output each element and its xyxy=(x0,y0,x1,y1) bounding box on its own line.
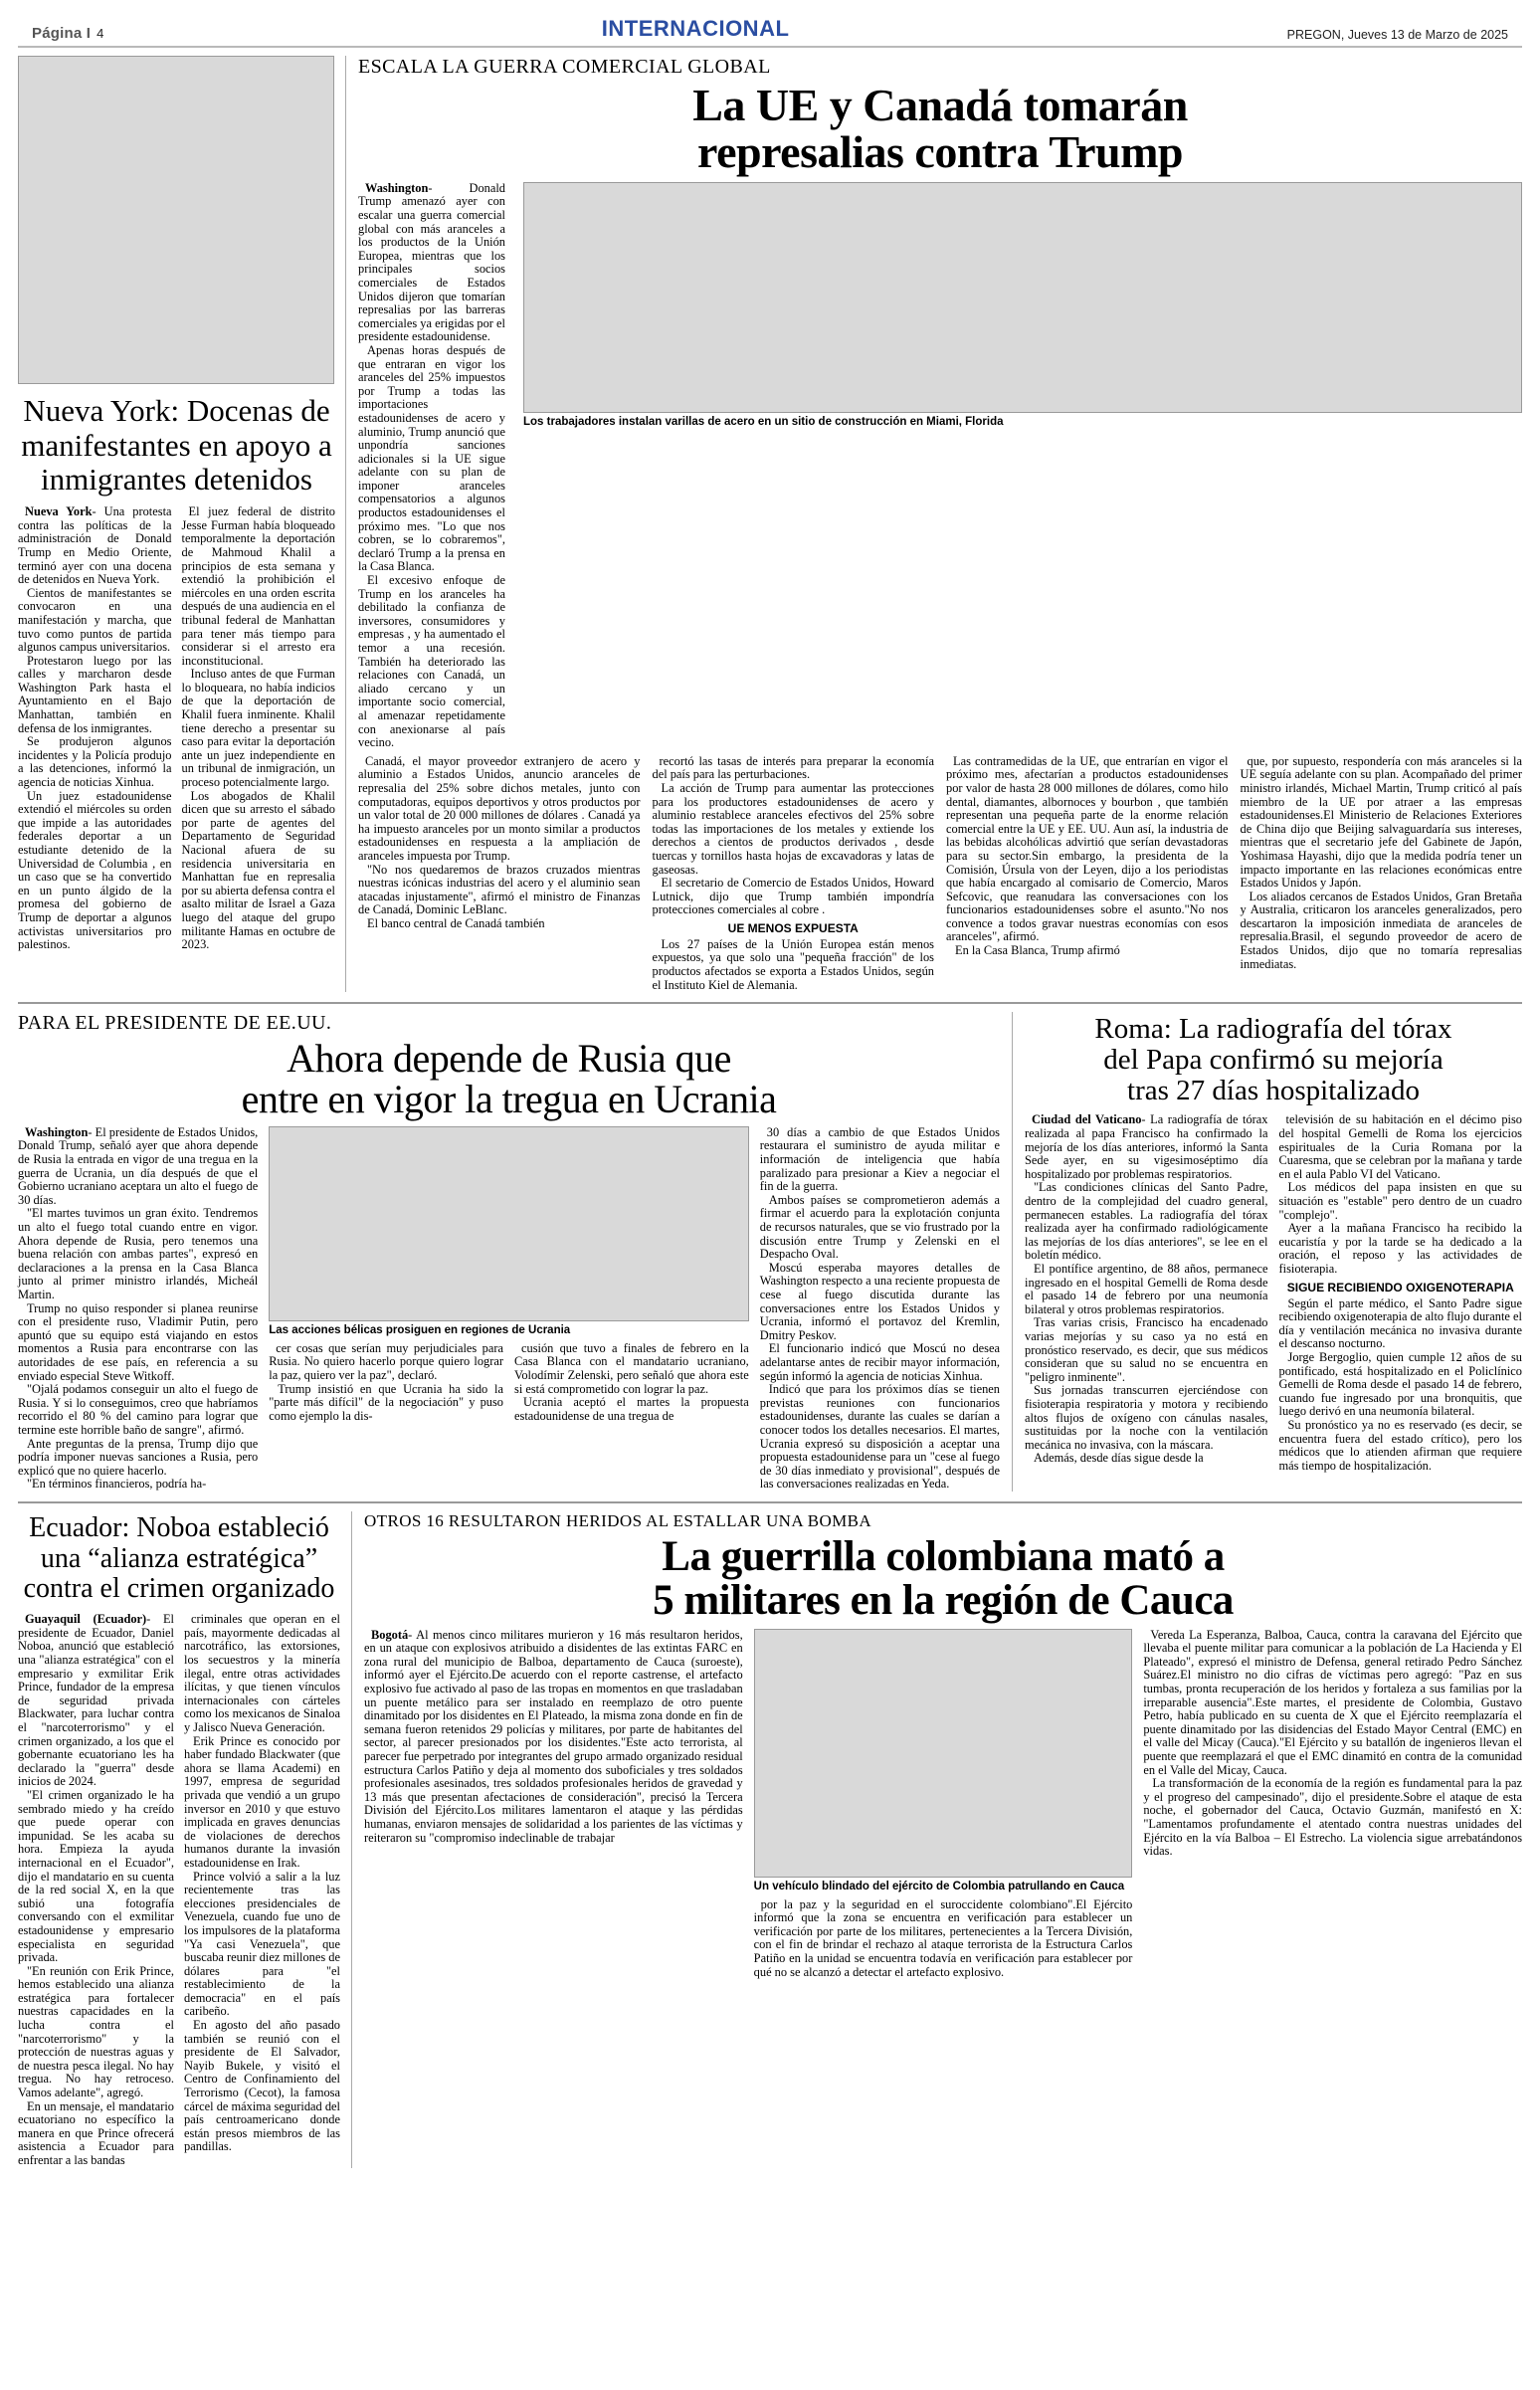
paragraph: 30 días a cambio de que Estados Unidos restaurara el suministro de ayuda militar e información de inteligencia que había paralizado para presionar a Kiev a negociar el fin de la guerra. xyxy=(759,1124,1000,1194)
page-label: Página I xyxy=(32,25,92,42)
paragraph: En un mensaje, el mandatario ecuatoriano no específico la manera en que Prince ofrecerá asistencia a Ecuador para enfrentar a las bandas xyxy=(18,2098,174,2168)
paragraph: Ante preguntas de la prensa, Trump dijo que podría imponer nuevas sanciones a Rusia, pero explicó que no quiere hacerlo. xyxy=(18,1436,259,1478)
ukraine-photo-caption: Las acciones bélicas prosiguen en regiones de Ucrania xyxy=(269,1323,571,1336)
paragraph: Moscú esperaba mayores detalles de Washington respecto a una reciente propuesta de cese al fuego discutida durante las conversaciones entre los Estados Unidos y Ucrania, informó el portavoz del Kremlin, Dmitry Peskov. xyxy=(759,1260,1000,1342)
paragraph: Apenas horas después de que entraran en vigor los aranceles del 25% impuestos por Trump a todas las importaciones estadounidenses de acero y aluminio, Trump anunció que unpondría sanciones adicionales si la UE sigue adelante con su plan de imponer aranceles compensatorios a algunos productos estadounidenses el próximo mes. "Lo que nos cobren, se lo cobraremos", declaró Trump a la prensa en la Casa Blanca. xyxy=(358,342,505,574)
cauca-column-1 xyxy=(364,1629,743,1980)
paragraph: Sus jornadas transcurren ejerciéndose con fisioterapia respiratoria y motora y recibiendo altos flujos de oxígeno con cánulas nasales, sustituidas por la noche con la ventilación mecánica no invasiva, con la máscara. xyxy=(1025,1383,1268,1452)
page-number: 4 xyxy=(96,26,104,41)
pope-headline xyxy=(1025,1014,1522,1105)
paragraph: Ambos países se comprometieron además a firmar el acuerdo para la explotación conjunta de recursos naturales, que se vio frustrado por la discusión entre Trump y Zelenski en el Despacho Oval. xyxy=(759,1192,1000,1262)
ukraine-headline xyxy=(18,1036,1000,1122)
ukraine-photo-and-columns xyxy=(269,1126,749,1492)
paragraph: Su pronóstico ya no es reservado (es decir, se encuentra fuera del estado crítico), pero los médicos que lo atienden afirman que requiere más tiempo de hospitalización. xyxy=(1278,1417,1522,1473)
paragraph: Jorge Bergoglio, quien cumple 12 años de su pontificado, está hospitalizado en el Policlínico Gemelli de Roma desde el pasado 14 de febrero, cuando fue ingresado por una bronquitis, que luego derivó en una neumonía bilateral. xyxy=(1278,1349,1522,1419)
cauca-column-2 xyxy=(754,1898,1133,1980)
ny-column-2 xyxy=(182,505,336,952)
paragraph: que, por supuesto, respondería con más aranceles si la UE seguía adelante con su plan. Acompañado del primer ministro irlandés, Michael Martin, Trump criticó al país miembro de la UE por atraer a las empresas estadounidenses.El Ministerio de Relaciones Exteriores de China dijo que Beijing salvaguardaría sus intereses, mientras que el secretario jefe del Gabinete de Japón, Yoshimasa Hayashi, dijo que la medida podría tener un impacto importante en las relaciones económicas entre Estados Unidos y Japón. xyxy=(1240,753,1522,891)
paragraph: La transformación de la economía de la región es fundamental para la paz y el progreso del campesinado", dijo el presidente.Sobre el ataque de esta noche, el gobernador del Cauca, Octavio Guzmán, manifestó en X: "Lamentamos profundamente el atentado contra nuestras unidades del Ejército en la vía Balboa – El Estrecho. La violencia sigue arrebatándonos vidas. xyxy=(1143,1776,1523,1859)
ny-column-1 xyxy=(18,505,172,952)
paragraph: "En términos financieros, podría ha- xyxy=(27,1477,207,1492)
paragraph: Erik Prince es conocido por haber fundado Blackwater (que ahora se llama Academi) en 1997, empresa de seguridad privada que vendió a un grupo inversor en 2010 y que estuvo implicada en graves denuncias de violaciones de derechos humanos durante la invasión estadounidense en Irak. xyxy=(184,1733,340,1870)
paragraph: cusión que tuvo a finales de febrero en la Casa Blanca con el mandatario ucraniano, Volodímir Zelenski, pero señaló que ahora este si está comprometido con lograr la paz. xyxy=(514,1340,749,1396)
pope-headline-line-3: tras 27 días hospitalizado xyxy=(1127,1074,1420,1106)
paragraph: Un juez estadounidense extendió el miércoles su orden que impide a las autoridades federales deportar a un estudiante detenido de la Universidad de Columbia , en un caso que se ha convertido en un punto álgido de la promesa del gobierno de Trump de deportar a algunos activistas universitarios pro palestinos. xyxy=(18,788,172,952)
paragraph: Además, desde días sigue desde la xyxy=(1034,1451,1204,1466)
pope-column-2 xyxy=(1279,1113,1523,1473)
paragraph: Según el parte médico, el Santo Padre sigue recibiendo oxigenoterapia de alto flujo durante el día y ventilación mecánica no invasiva durante el descanso nocturno. xyxy=(1278,1295,1522,1351)
miami-construction-photo xyxy=(523,182,1522,413)
trade-headline-line-1: La UE y Canadá tomarán xyxy=(692,80,1188,130)
trade-kicker: ESCALA LA GUERRA COMERCIAL GLOBAL xyxy=(358,56,771,78)
paragraph: Los 27 países de la Unión Europea están menos expuestos, ya que solo una "pequeña fracción" de los productos afectados se exporta a Estados Unidos, según el Instituto Kiel de Alemania. xyxy=(652,936,934,992)
cauca-headline-line-1: La guerrilla colombiana mató a xyxy=(662,1532,1225,1580)
cauca-column-3 xyxy=(1143,1629,1522,1980)
trade-headline-line-2: represalias contra Trump xyxy=(696,125,1184,177)
ny-headline: Nueva York: Docenas de manifestantes en apoyo a inmigrantes detenidos xyxy=(21,393,332,498)
ukraine-war-photo xyxy=(269,1126,749,1321)
paragraph: "Las condiciones clínicas del Santo Padre, dentro de la complejidad del cuadro general, permanecen estables. La radiografía del tórax realizada ayer ha confirmado radiológicamente las mejorías de los días anteriores", se lee en el boletín médico. xyxy=(1025,1180,1268,1263)
paragraph: La acción de Trump para aumentar las protecciones para los productores estadounidenses de acero y aluminio restablece aranceles efectivos del 25% sobre todas las importaciones de los metales y extiende los derechos a cientos de productos derivados , desde tuercas y tornillos hasta hojas de excavadoras y latas de gaseosas. xyxy=(652,780,934,877)
ecuador-headline-line-2: una “alianza estratégica” xyxy=(40,1542,318,1574)
trade-column-a xyxy=(358,755,641,993)
paragraph: Washington- El presidente de Estados Unidos, Donald Trump, señaló ayer que ahora depende de Rusia la entrada en vigor de una tregua en la guerra de Ucrania, un día después de que el Gobierno ucraniano aceptara un alto el fuego de 30 días. xyxy=(18,1124,259,1207)
ukraine-column-3 xyxy=(514,1342,749,1424)
paragraph: Nueva York- Una protesta contra las políticas de la administración de Donald Trump en Medio Oriente, terminó ayer con una docena de detenidos en Nueva York. xyxy=(18,504,172,587)
top-block xyxy=(18,50,1522,992)
trade-subhead: UE MENOS EXPUESTA xyxy=(727,920,859,935)
article-ucrania xyxy=(18,1012,1013,1492)
trade-lead-column xyxy=(358,182,515,750)
cauca-kicker: OTROS 16 RESULTARON HERIDOS AL ESTALLAR UNA BOMBA xyxy=(364,1510,872,1530)
paragraph: cer cosas que serían muy perjudiciales para Rusia. No quiero hacerlo porque quiero lograr la paz, quiero ver la paz", declaró. xyxy=(269,1340,503,1383)
trade-column-d xyxy=(1241,755,1523,993)
masthead xyxy=(18,0,1522,46)
ecuador-headline xyxy=(18,1513,340,1605)
article-papa xyxy=(1013,1012,1522,1492)
paragraph: recortó las tasas de interés para preparar la economía del país para las perturbaciones. xyxy=(652,753,934,782)
ukraine-headline-line-2: entre en vigor la tregua en Ucrania xyxy=(241,1077,777,1122)
paragraph: por la paz y la seguridad en el suroccidente colombiano".El Ejército informó que la zona se encuentra en verificación para establecer un verificación por parte de los militares, pertenecientes a la Tercera División, con el fin de brindar el rechazo al ataque terrorista de la Estructura Carlos Patiño en la unidad se encuentra todavía en verificación para establecer por qué no se alcanzó a detectar el artefacto explosivo. xyxy=(753,1896,1133,1979)
paragraph: Trump insistió en que Ucrania ha sido la "parte más difícil" de la negociación" y puso como ejemplo la dis- xyxy=(269,1381,503,1423)
paragraph: El pontífice argentino, de 88 años, permanece ingresado en el hospital Gemelli de Roma desde el pasado 14 de febrero por una neumonía bilateral y otros problemas respiratorios. xyxy=(1025,1261,1268,1316)
pope-headline-line-1: Roma: La radiografía del tórax xyxy=(1094,1013,1452,1046)
ecuador-column-1 xyxy=(18,1613,174,2167)
pope-column-1 xyxy=(1025,1113,1268,1473)
cauca-headline-line-2: 5 militares en la región de Cauca xyxy=(653,1576,1234,1624)
miami-photo-wrap xyxy=(515,182,1522,750)
paragraph: El banco central de Canadá también xyxy=(367,915,545,930)
paragraph: Washington- Donald Trump amenazó ayer con escalar una guerra comercial global con más aranceles a los productos de la Unión Europea, mientras que los principales socios comerciales de Estados Unidos dijeron que tomarían represalias por las barreras comerciales ya erigidas por el presidente estadounidense. xyxy=(358,180,505,344)
paragraph: Vereda La Esperanza, Balboa, Cauca, contra la caravana del Ejército que llevaba el puente militar para comunicar a la población de La Hacienda y El Plateado", expresó el ministro de Defensa, general retirado Pedro Sánchez Suárez.El ministro no dio cifras de víctimas pero agregó: "Paz en sus tumbas, pronta recuperación de los heridos y fortaleza a sus familias por la irreparable ausencia".Este martes, el presidente de Colombia, Gustavo Petro, había publicado en su cuenta de X que el Ejército reemplazaría el puente dinamitado por las disidencias del Estado Mayor Central (EMC) en el valle del Micay (Cauca)."El Ejército y su batallón de ingenieros llevan el puente que reemplazará el que el EMC dinamitó en contra de la comunidad en el Valle del Micay, Cauca. xyxy=(1143,1627,1523,1777)
paragraph: Bogotá- Al menos cinco militares murieron y 16 más resultaron heridos, en un ataque con explosivos atribuido a disidentes de las extintas FARC en zona rural del municipio de Balboa, departamento de Cauca (suroeste), informó ayer el Ejército.De acuerdo con el reporte castrense, el artefacto explosivo fue activado al paso de las tropas en momentos en que trasladaban un puente metálico para ser instalado en reemplazo de otro puente dinamitado por los disidentes en El Plateado, la misma zona donde en fin de semana fueron retenidos 29 policías y militares, por parte de habitantes del sector, al parecer presionados por los disidentes."Este acto terrorista, al parecer fue perpetrado por integrantes del grupo armado organizado residual estructura Carlos Patiño y deja al momento dos suboficiales y tres soldados profesionales asesinados, tres soldados profesionales heridos de gravedad y 13 más que presentan afectaciones de consideración", precisó la Tercera División del Ejército.Los militares lamentaron el ataque y las pérdidas humanas, enviaron mensajes de solidaridad a los parientes de las víctimas y reiteraron su "compromiso indeclinable de trabajar xyxy=(364,1627,743,1845)
ecuador-column-2 xyxy=(184,1613,340,2167)
paragraph: Ucrania aceptó el martes la propuesta estadounidense de una tregua de xyxy=(514,1395,749,1423)
pope-headline-line-2: del Papa confirmó su mejoría xyxy=(1103,1043,1444,1076)
cauca-armored-vehicle-photo xyxy=(754,1629,1133,1878)
paragraph: "En reunión con Erik Prince, hemos establecido una alianza estratégica para fortalecer nuestras capacidades en la lucha contra el "narcoterrorismo" y la protección de nuestras aguas y de nuestra pesca ilegal. No hay tregua. No hay retroceso. Vamos adelante", agregó. xyxy=(18,1963,174,2100)
section-title: INTERNACIONAL xyxy=(601,16,790,41)
paragraph: Se produjeron algunos incidentes y la Policía produjo a las detenciones, informó la agencia de noticias Xinhua. xyxy=(18,734,172,790)
ukraine-column-4 xyxy=(760,1126,1000,1492)
article-ecuador xyxy=(18,1511,352,2168)
page-indicator xyxy=(32,25,104,42)
paragraph: Los abogados de Khalil dicen que su arresto el sábado por parte de agentes del Departamento de Seguridad Nacional afuera de su residencia universitaria en Manhattan fue en represalia por su abierta defensa contra el asalto militar de Israel a Gaza luego del ataque del grupo militante Hamas en octubre de 2023. xyxy=(181,788,335,952)
ukraine-headline-line-1: Ahora depende de Rusia que xyxy=(287,1036,731,1082)
trade-column-c xyxy=(946,755,1229,993)
paragraph: Ciudad del Vaticano- La radiografía de tórax realizada al papa Francisco ha confirmado la mejoría de los días anteriores, informó la Santa Sede ayer, en su vigesimoséptimo día hospitalizado por problemas respiratorios. xyxy=(1025,1112,1268,1181)
bottom-block xyxy=(18,1503,1522,2168)
paragraph: Cientos de manifestantes se convocaron en una manifestación y marcha, que tuvo como puntos de partida algunos campus universitarios. xyxy=(18,585,172,655)
article-nueva-york xyxy=(18,56,346,992)
paragraph: El juez federal de distrito Jesse Furman había bloqueado temporalmente la deportación de Mahmoud Khalil a principios de esta semana y extendió la prohibición el miércoles en una orden escrita después de una audiencia en el tribunal federal de Manhattan para tener más tiempo para considerar si el arresto era inconstitucional. xyxy=(181,504,335,668)
paragraph: Prince volvió a salir a la luz recientemente tras las elecciones presidenciales de Venezuela, cuando fue uno de los impulsores de la plataforma "Ya casi Venezuela", que buscaba reunir diez millones de dólares para "el restablecimiento de la democracia" en el país caribeño. xyxy=(184,1869,340,2019)
paragraph: Guayaquil (Ecuador)- El presidente de Ecuador, Daniel Noboa, anunció que estableció una "alianza estratégica" con el empresario y exmilitar Erik Prince, fundador de la empresa de seguridad privada Blackwater, para luchar contra el "narcoterrorismo" y el crimen organizado, a los que el gobernante ecuatoriano les ha declarado la "guerra" desde inicios de 2024. xyxy=(18,1612,174,1789)
paragraph: Protestaron luego por las calles y marcharon desde Washington Park hasta el Ayuntamiento en el Bajo Manhattan, también en defensa de los inmigrantes. xyxy=(18,653,172,735)
pope-subhead: SIGUE RECIBIENDO OXIGENOTERAPIA xyxy=(1286,1280,1514,1295)
paragraph: El excesivo enfoque de Trump en los aranceles ha debilitado la confianza de inversores, consumidores y empresas , y ha aumentado el temor a una recesión. También ha deteriorado las relaciones con Canadá, un aliado cercano y un importante socio comercial, al amenazar repetidamente con anexionarse al país vecino. xyxy=(358,573,505,750)
paragraph: En la Casa Blanca, Trump afirmó xyxy=(955,943,1120,958)
paragraph: Los aliados cercanos de Estados Unidos, Gran Bretaña y Australia, criticaron los aranceles generalizados, pero descartaron la imposición inmediata de aranceles de represalia.Brasil, el segundo proveedor de acero de Estados Unidos, dijo que no tomaría represalias inmediatas. xyxy=(1240,889,1522,971)
ukraine-column-1 xyxy=(18,1126,258,1492)
paragraph: Tras varias crisis, Francisco ha encadenado varias mejorías y su caso ya no está en pronóstico reservado, es decir, que sus médicos consideran que su salud no se encuentra en "peligro inminente". xyxy=(1025,1315,1268,1384)
ecuador-headline-line-3: contra el crimen organizado xyxy=(23,1573,335,1605)
ukraine-column-2 xyxy=(269,1342,503,1424)
cauca-photo-and-column xyxy=(754,1629,1133,1980)
ecuador-headline-line-1: Ecuador: Noboa estableció xyxy=(29,1511,329,1543)
protest-photo xyxy=(18,56,334,384)
trade-headline xyxy=(358,80,1522,177)
paragraph: criminales que operan en el país, mayormente dedicadas al narcotráfico, las extorsiones, los secuestros y la minería ilegal, entre otras actividades ilícitas, y que tienen vínculos internacionales con cárteles como los mexicanos de Sinaloa y Jalisco Nueva Generación. xyxy=(184,1612,340,1735)
paragraph: Indicó que para los próximos días se tienen previstas reuniones con funcionarios estadounidenses, durante las cuales se darían a conocer todos los detalles necesarios. El martes, Ucrania expresó su disposición a aceptar una propuesta estadounidense para un "cese al fuego de 30 días inmediato y provisional", después de las conversaciones realizadas en Yeda. xyxy=(759,1382,1000,1492)
paragraph: "El martes tuvimos un gran éxito. Tendremos un alto el fuego total cuando entre en vigor. Ahora depende de Rusia, pero tenemos una buena relación con ambas partes", expresó en declaraciones a la prensa en la Casa Blanca junto al primer ministro irlandés, Micheál Martin. xyxy=(18,1206,259,1301)
paragraph: En agosto del año pasado también se reunió con el presidente de El Salvador, Nayib Bukele, y visitó el Centro de Confinamiento del Terrorismo (Cecot), la famosa cárcel de máxima seguridad del país centroamericano donde están presos miembros de las pandillas. xyxy=(184,2018,340,2154)
cauca-photo-caption: Un vehículo blindado del ejército de Colombia patrullando en Cauca xyxy=(753,1880,1125,1892)
paragraph: "No nos quedaremos de brazos cruzados mientras nuestras icónicas industrias del acero y el aluminio sean atacadas injustamente", afirmó el ministro de Finanzas de Canadá, Dominic LeBlanc. xyxy=(358,862,641,917)
paragraph: Las contramedidas de la UE, que entrarían en vigor el próximo mes, afectarían a productos estadounidenses por valor de hasta 28 000 millones de dólares, como hilo dental, diamantes, albornoces y bourbon , que también representan una pequeña parte de la enorme relación comercial entre la UE y EE. UU. Aun así, la industria de las bebidas alcohólicas advirtió que serían devastadoras para su sector.Sin embargo, la presidenta de la Comisión, Úrsula von der Leyen, dijo a los periodistas que había encargado al comisario de Comercio, Maros Sefcovic, que reanudara las conversaciones con los funcionarios estadounidenses sobre el asunto."No nos convence a todos gravar nuestras economías con esos aranceles", afirmó. xyxy=(946,753,1229,944)
masthead-divider xyxy=(18,46,1522,48)
paragraph: El secretario de Comercio de Estados Unidos, Howard Lutnick, dijo que Trump también impondría protecciones comerciales al cobre . xyxy=(652,876,934,917)
paragraph: televisión de su habitación en el décimo piso del hospital Gemelli de Roma los ejercicios espirituales de la Curia Romana por la Cuaresma, que se celebran por la mañana y tarde en el aula Pablo VI del Vaticano. xyxy=(1278,1112,1522,1181)
middle-block xyxy=(18,1004,1522,1492)
article-guerra-comercial xyxy=(346,56,1522,992)
paragraph: Los médicos del papa insisten en que su situación es "estable" pero dentro de un cuadro "complejo". xyxy=(1278,1180,1522,1222)
miami-photo-caption: Los trabajadores instalan varillas de acero en un sitio de construcción en Miami, Florida xyxy=(523,415,1004,428)
publication-date: PREGON, Jueves 13 de Marzo de 2025 xyxy=(1286,28,1508,42)
paragraph: Ayer a la mañana Francisco ha recibido la eucaristía y por la tarde se ha dedicado a la oración, el reposo y las actividades de fisioterapia. xyxy=(1278,1221,1522,1276)
trade-column-b xyxy=(653,755,935,993)
paragraph: El funcionario indicó que Moscú no desea adelantarse antes de recibir mayor información, según informó la agencia de noticias Xinhua. xyxy=(759,1341,1000,1383)
paragraph: "Ojalá podamos conseguir un alto el fuego de Rusia. Y si lo conseguimos, creo que habríamos recorrido el 80 % del camino para lograr que termine este horrible baño de sangre", afirmó. xyxy=(18,1382,259,1437)
cauca-headline xyxy=(364,1532,1522,1624)
paragraph: Incluso antes de que Furman lo bloqueara, no había indicios de que la deportación de Khalil fuera inminente. Khalil tiene derecho a presentar su caso para evitar la deportación ante un juez independiente en un tribunal de inmigración, un proceso potencialmente largo. xyxy=(181,667,335,790)
ukraine-kicker: PARA EL PRESIDENTE DE EE.UU. xyxy=(18,1012,332,1035)
article-cauca xyxy=(352,1511,1522,2168)
paragraph: Canadá, el mayor proveedor extranjero de acero y aluminio a Estados Unidos, anuncio aranceles de represalia del 25% sobre dichos metales, junto con computadoras, equipos deportivos y otros productos por un valor total de 20 000 millones de dólares . Canadá ya ha impuesto aranceles por un monto similar a productos estadounidenses en respuesta a la ampliación de aranceles impuesta por Trump. xyxy=(358,753,641,863)
paragraph: "El crimen organizado le ha sembrado miedo y ha creído que puede operar con impunidad. Se les acaba su hora. Empieza la ayuda internacional en el Ecuador", dijo el mandatario en su cuenta de la red social X, en la que subió una fotografía conversando con el exmilitar estadounidense y empresario especialista en seguridad privada. xyxy=(18,1787,174,1965)
paragraph: Trump no quiso responder si planea reunirse con el presidente ruso, Vladimir Putin, pero apuntó que su equipo está viajando en estos momentos a Rusia para encontrarse con las autoridades de ese país, en referencia a su enviado especial Steve Witkoff. xyxy=(18,1300,259,1383)
